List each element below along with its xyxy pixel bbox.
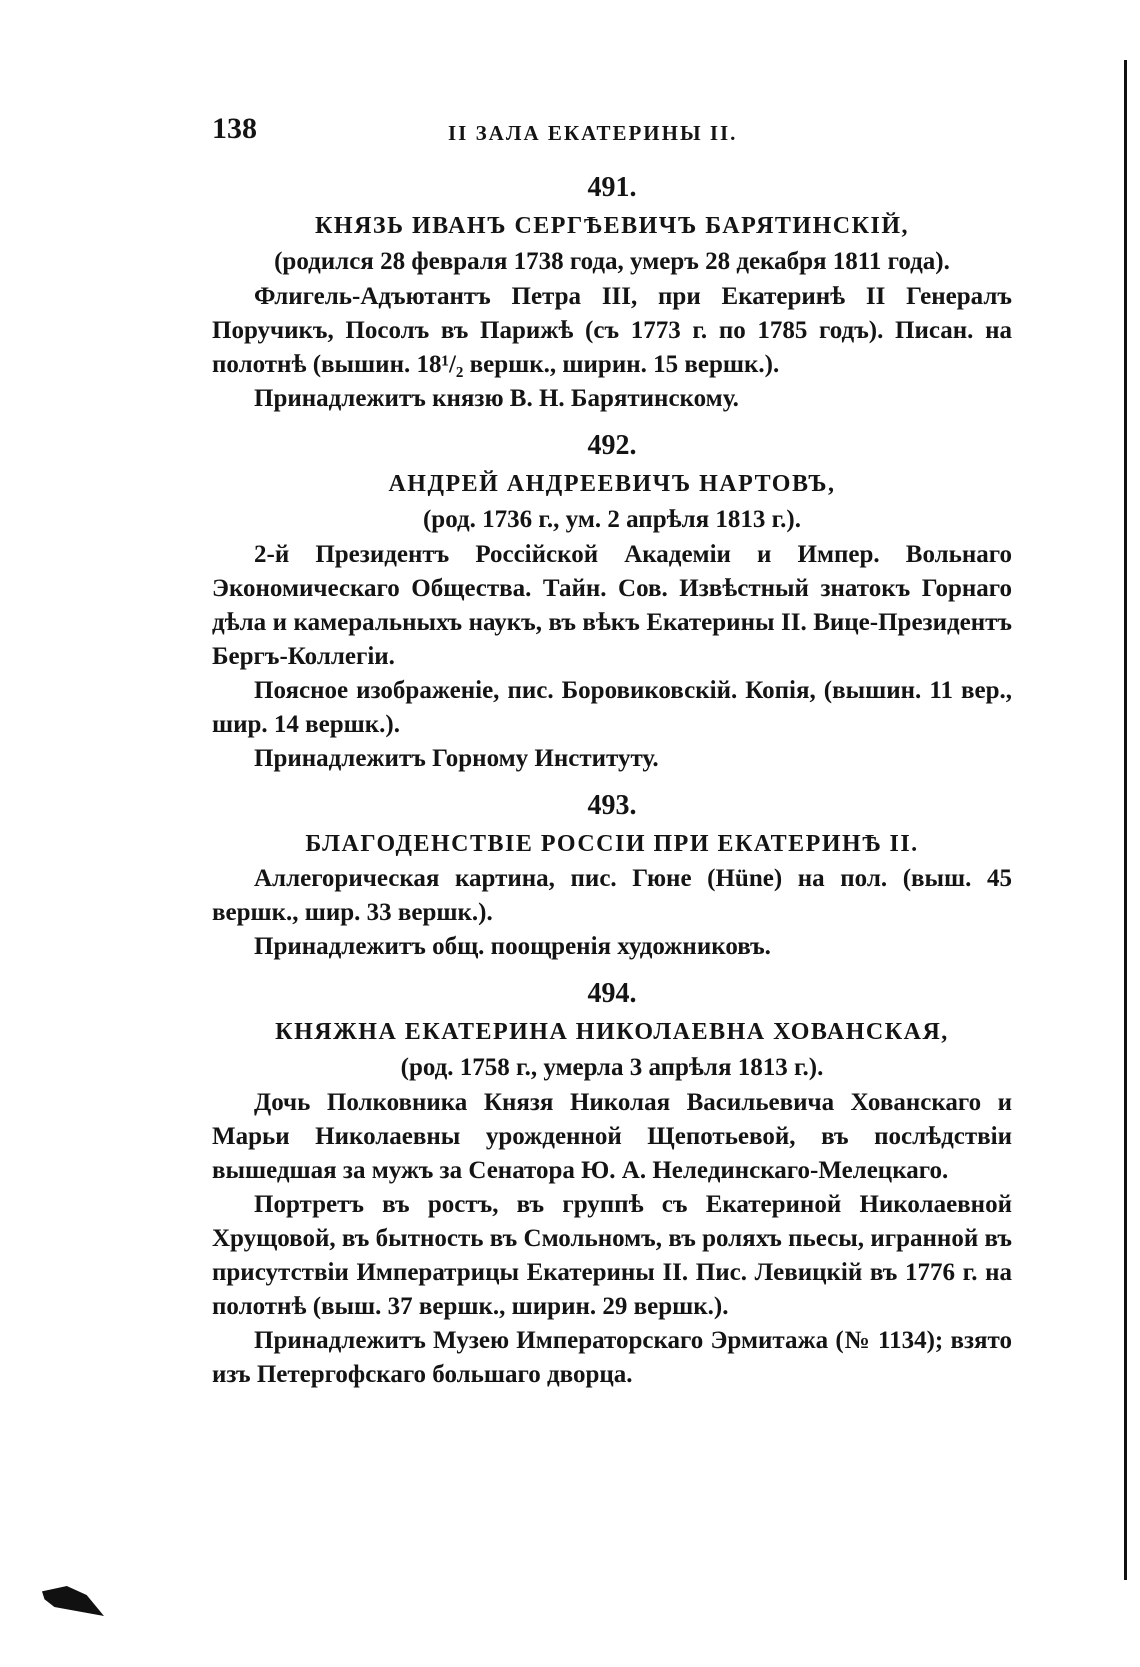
entry-number: 493.: [587, 790, 637, 821]
entry-dates: (род. 1758 г., умерла 3 апрѣля 1813 г.).: [400, 1054, 824, 1081]
entry-number: 492.: [587, 430, 637, 461]
entry-details: Портретъ въ ростъ, въ группѣ съ Екатериной Николаевной Хрущовой, въ бытность въ Смольномъ, въ роляхъ пьесы, игранной въ присутствіи Императрицы Екатерины II. Пис. Левицкій въ 1776 г. на полотнѣ (выш. 37 вершк., ширин. 29 вершк.).: [212, 1191, 1012, 1320]
scan-artifact-mark: [42, 1586, 104, 1616]
catalog-entry-494: [212, 974, 1012, 1392]
binding-edge-line: [1124, 60, 1127, 1580]
page-number: 138: [212, 112, 257, 145]
catalog-entry-493: [212, 786, 1012, 964]
entry-description: 2-й Президентъ Россійской Академіи и Импер. Вольнаго Экономическаго Общества. Тайн. Сов. Извѣстный знатокъ Горнаго дѣла и камеральныхъ наукъ, въ вѣкъ Екатерины II. Вице-Президентъ Бергъ-Коллегіи.: [212, 541, 1012, 670]
entry-description: Дочь Полковника Князя Николая Васильевича Хованскаго и Марьи Николаевны урожденной Щепотьевой, въ послѣдствіи вышедшая за мужъ за Сенатора Ю. А. Нелединскаго-Мелецкаго.: [212, 1089, 1012, 1184]
section-title: II ЗАЛА ЕКАТЕРИНЫ II.: [448, 121, 738, 145]
entry-title: КНЯЖНА ЕКАТЕРИНА НИКОЛАЕВНА ХОВАНСКАЯ,: [275, 1019, 949, 1045]
entry-number: 494.: [587, 978, 637, 1009]
document-page: [212, 112, 1012, 1402]
entry-title: АНДРЕЙ АНДРЕЕВИЧЪ НАРТОВЪ,: [388, 471, 836, 497]
entry-dates: (родился 28 февраля 1738 года, умеръ 28 декабря 1811 года).: [274, 248, 950, 275]
entry-description: Флигель-Адъютантъ Петра III, при Екатеринѣ II Генералъ Поручикъ, Посолъ въ Парижѣ (съ 1773 г. по 1785 годъ). Писан. на полотнѣ (вышин. 18¹/₂ вершк., ширин. 15 вершк.).: [212, 283, 1012, 378]
entry-details: Поясное изображеніе, пис. Боровиковскій. Копія, (вышин. 11 вер., шир. 14 вершк.).: [212, 677, 1012, 738]
catalog-entry-491: [212, 168, 1012, 416]
entry-title: КНЯЗЬ ИВАНЪ СЕРГѢЕВИЧЪ БАРЯТИНСКІЙ,: [315, 213, 909, 239]
entry-ownership: Принадлежитъ Горному Институту.: [254, 745, 659, 772]
entry-dates: (род. 1736 г., ум. 2 апрѣля 1813 г.).: [422, 506, 802, 533]
entry-ownership: Принадлежитъ Музею Императорскаго Эрмитажа (№ 1134); взято изъ Петергофскаго большаго дворца.: [212, 1327, 1012, 1388]
entry-ownership: Принадлежитъ князю В. Н. Барятинскому.: [254, 385, 739, 412]
entry-description: Аллегорическая картина, пис. Гюне (Hüne) на пол. (выш. 45 вершк., шир. 33 вершк.).: [212, 865, 1012, 926]
catalog-entry-492: [212, 426, 1012, 776]
entry-number: 491.: [587, 172, 637, 203]
entry-title: БЛАГОДЕНСТВІЕ РОССІИ ПРИ ЕКАТЕРИНѢ II.: [305, 831, 919, 857]
running-header: [212, 112, 1012, 162]
entry-ownership: Принадлежитъ общ. поощренія художниковъ.: [254, 933, 771, 960]
